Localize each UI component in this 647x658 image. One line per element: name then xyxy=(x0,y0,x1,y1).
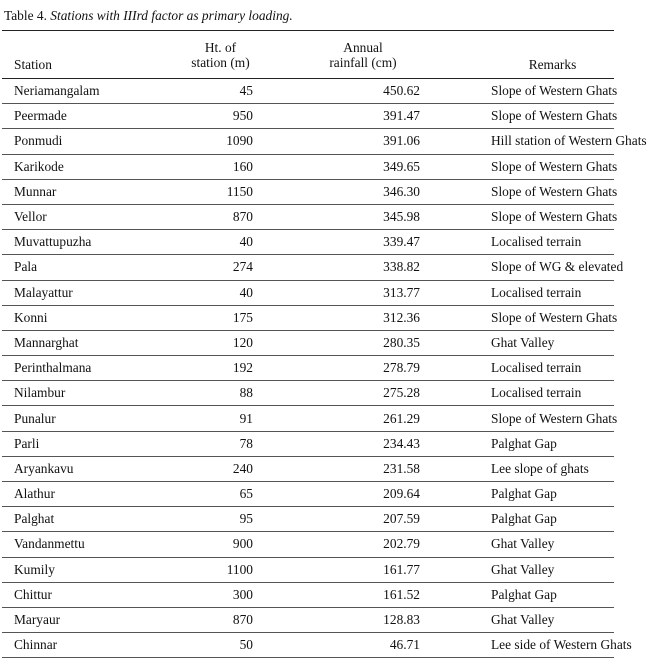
table-row xyxy=(2,255,614,280)
cell-station xyxy=(2,179,168,204)
cell-station-text: Peermade xyxy=(14,108,67,124)
cell-remarks-text: Slope of Western Ghats xyxy=(491,183,618,199)
cell-remarks-text: Ghat Valley xyxy=(491,612,555,628)
table-row xyxy=(2,406,614,431)
cell-height-text: 120 xyxy=(232,334,253,350)
cell-rainfall-text: 280.35 xyxy=(383,334,420,350)
cell-rainfall-text: 278.79 xyxy=(383,360,420,376)
cell-station-text: Palghat xyxy=(14,511,55,527)
cell-rainfall xyxy=(253,255,433,280)
cell-rainfall xyxy=(253,456,433,481)
cell-station-text: Munnar xyxy=(14,183,57,199)
cell-station-text: Maryaur xyxy=(14,612,61,628)
stations-table xyxy=(2,30,647,658)
cell-height xyxy=(168,255,253,280)
header-height-line1: Ht. of xyxy=(204,39,237,55)
cell-station xyxy=(2,230,168,255)
cell-rainfall-text: 338.82 xyxy=(383,259,420,275)
table-row xyxy=(2,356,614,381)
cell-remarks-text: Localised terrain xyxy=(491,234,582,250)
cell-remarks-text: Ghat Valley xyxy=(491,561,555,577)
cell-rainfall xyxy=(253,406,433,431)
cell-rainfall-text: 339.47 xyxy=(383,234,420,250)
cell-height xyxy=(168,330,253,355)
cell-rainfall xyxy=(253,330,433,355)
cell-rainfall-text: 391.47 xyxy=(383,108,420,124)
cell-spacer xyxy=(433,179,491,204)
cell-height-text: 91 xyxy=(239,410,253,426)
cell-remarks xyxy=(491,356,614,381)
cell-spacer xyxy=(433,633,491,658)
cell-remarks xyxy=(491,129,647,154)
cell-station-text: Alathur xyxy=(14,486,55,502)
cell-station xyxy=(2,356,168,381)
cell-station-text: Nilambur xyxy=(14,385,66,401)
cell-rainfall xyxy=(253,305,433,330)
cell-station xyxy=(2,633,168,658)
cell-spacer xyxy=(433,204,491,229)
cell-height-text: 40 xyxy=(239,284,253,300)
table-row xyxy=(2,431,614,456)
cell-remarks-text: Slope of Western Ghats xyxy=(491,309,618,325)
cell-rainfall xyxy=(253,381,433,406)
cell-height xyxy=(168,179,253,204)
cell-rainfall xyxy=(253,532,433,557)
cell-height xyxy=(168,154,253,179)
cell-height xyxy=(168,582,253,607)
cell-remarks-text: Palghat Gap xyxy=(491,435,557,451)
cell-remarks xyxy=(491,557,614,582)
cell-spacer xyxy=(433,129,491,154)
cell-remarks xyxy=(491,179,618,204)
cell-station xyxy=(2,129,168,154)
cell-station-text: Malayattur xyxy=(14,284,73,300)
cell-remarks xyxy=(491,381,614,406)
cell-station xyxy=(2,507,168,532)
table-row xyxy=(2,204,614,229)
table-row xyxy=(2,104,614,129)
cell-remarks-text: Hill station of Western Ghats xyxy=(491,133,647,149)
cell-height-text: 1150 xyxy=(226,183,253,199)
cell-remarks xyxy=(491,406,618,431)
table-row xyxy=(2,607,614,632)
cell-rainfall-text: 231.58 xyxy=(383,460,420,476)
cell-height-text: 192 xyxy=(232,360,253,376)
cell-station-text: Mannarghat xyxy=(14,334,79,350)
table-row xyxy=(2,330,614,355)
cell-spacer xyxy=(433,456,491,481)
cell-station-text: Konni xyxy=(14,309,48,325)
cell-remarks-text: Localised terrain xyxy=(491,360,582,376)
cell-station xyxy=(2,305,168,330)
cell-remarks xyxy=(491,633,632,658)
cell-height xyxy=(168,532,253,557)
cell-station-text: Muvattupuzha xyxy=(14,234,92,250)
cell-rainfall-text: 450.62 xyxy=(383,83,420,99)
cell-spacer xyxy=(433,431,491,456)
cell-height-text: 95 xyxy=(239,511,253,527)
cell-rainfall xyxy=(253,204,433,229)
cell-height-text: 40 xyxy=(239,234,253,250)
cell-remarks xyxy=(491,204,618,229)
cell-height-text: 88 xyxy=(239,385,253,401)
cell-rainfall-text: 312.36 xyxy=(383,309,420,325)
cell-spacer xyxy=(433,230,491,255)
table-row xyxy=(2,79,614,104)
table-body xyxy=(2,79,647,658)
cell-spacer xyxy=(433,356,491,381)
cell-spacer xyxy=(433,280,491,305)
cell-remarks xyxy=(491,532,614,557)
cell-height xyxy=(168,507,253,532)
cell-rainfall xyxy=(253,129,433,154)
cell-height xyxy=(168,129,253,154)
cell-station-text: Aryankavu xyxy=(14,460,74,476)
cell-rainfall xyxy=(253,507,433,532)
cell-spacer xyxy=(433,104,491,129)
cell-remarks xyxy=(491,230,614,255)
cell-rainfall-text: 161.77 xyxy=(383,561,420,577)
cell-rainfall xyxy=(253,154,433,179)
cell-rainfall-text: 207.59 xyxy=(383,511,420,527)
cell-remarks-text: Palghat Gap xyxy=(491,586,557,602)
table-row xyxy=(2,381,614,406)
cell-station-text: Chittur xyxy=(14,586,52,602)
header-remarks xyxy=(491,31,614,79)
cell-remarks-text: Slope of Western Ghats xyxy=(491,209,618,225)
cell-remarks-text: Slope of Western Ghats xyxy=(491,83,618,99)
cell-height-text: 274 xyxy=(232,259,253,275)
table-caption-label: Table 4. xyxy=(4,8,47,23)
header-spacer xyxy=(433,31,491,79)
cell-remarks xyxy=(491,607,614,632)
cell-rainfall-text: 391.06 xyxy=(383,133,420,149)
cell-rainfall-text: 275.28 xyxy=(383,385,420,401)
cell-station xyxy=(2,330,168,355)
cell-height xyxy=(168,381,253,406)
cell-remarks-text: Localised terrain xyxy=(491,284,582,300)
cell-height-text: 1090 xyxy=(226,133,253,149)
table-row xyxy=(2,179,614,204)
cell-remarks xyxy=(491,507,614,532)
header-rainfall-line1: Annual xyxy=(343,39,383,55)
cell-station xyxy=(2,582,168,607)
cell-rainfall xyxy=(253,557,433,582)
cell-rainfall-text: 349.65 xyxy=(383,158,420,174)
cell-remarks-text: Lee side of Western Ghats xyxy=(491,637,632,653)
cell-rainfall-text: 234.43 xyxy=(383,435,420,451)
table-row xyxy=(2,482,614,507)
cell-remarks xyxy=(491,482,614,507)
cell-height xyxy=(168,482,253,507)
cell-rainfall xyxy=(253,179,433,204)
table-caption xyxy=(4,8,293,24)
header-rainfall-line2: rainfall (cm) xyxy=(329,54,397,70)
cell-height-text: 240 xyxy=(232,460,253,476)
header-station xyxy=(2,31,168,79)
cell-rainfall xyxy=(253,582,433,607)
cell-rainfall xyxy=(253,633,433,658)
cell-height-text: 950 xyxy=(232,108,253,124)
cell-rainfall-text: 313.77 xyxy=(383,284,420,300)
cell-remarks-text: Lee slope of ghats xyxy=(491,460,589,476)
cell-height xyxy=(168,280,253,305)
cell-spacer xyxy=(433,305,491,330)
cell-rainfall xyxy=(253,104,433,129)
cell-spacer xyxy=(433,532,491,557)
cell-station-text: Punalur xyxy=(14,410,56,426)
table-row xyxy=(2,582,614,607)
cell-rainfall xyxy=(253,230,433,255)
cell-station xyxy=(2,406,168,431)
cell-station xyxy=(2,104,168,129)
cell-remarks-text: Localised terrain xyxy=(491,385,582,401)
cell-remarks xyxy=(491,330,614,355)
cell-station xyxy=(2,456,168,481)
cell-remarks xyxy=(491,79,618,104)
cell-height xyxy=(168,356,253,381)
cell-height-text: 300 xyxy=(232,586,253,602)
cell-height xyxy=(168,431,253,456)
cell-station xyxy=(2,79,168,104)
cell-station xyxy=(2,482,168,507)
cell-spacer xyxy=(433,507,491,532)
cell-spacer xyxy=(433,607,491,632)
cell-remarks xyxy=(491,154,618,179)
header-height-line2: station (m) xyxy=(191,54,250,70)
cell-rainfall xyxy=(253,482,433,507)
cell-station-text: Vellor xyxy=(14,209,47,225)
cell-rainfall xyxy=(253,280,433,305)
cell-station xyxy=(2,532,168,557)
cell-height-text: 870 xyxy=(232,612,253,628)
cell-rainfall-text: 346.30 xyxy=(383,183,420,199)
cell-height-text: 78 xyxy=(239,435,253,451)
cell-remarks xyxy=(491,104,618,129)
header-row xyxy=(2,31,614,79)
cell-height xyxy=(168,406,253,431)
cell-remarks xyxy=(491,431,614,456)
header-remarks-label: Remarks xyxy=(528,57,577,72)
cell-spacer xyxy=(433,406,491,431)
cell-spacer xyxy=(433,330,491,355)
table-row xyxy=(2,456,614,481)
cell-station-text: Perinthalmana xyxy=(14,360,92,376)
cell-spacer xyxy=(433,557,491,582)
cell-station-text: Karikode xyxy=(14,158,64,174)
cell-rainfall xyxy=(253,431,433,456)
cell-height xyxy=(168,557,253,582)
cell-station xyxy=(2,557,168,582)
cell-remarks-text: Slope of WG & elevated xyxy=(491,259,624,275)
table-row xyxy=(2,633,614,658)
header-station-label: Station xyxy=(14,57,52,72)
table-row xyxy=(2,129,614,154)
cell-remarks-text: Ghat Valley xyxy=(491,536,555,552)
cell-rainfall-text: 345.98 xyxy=(383,209,420,225)
cell-remarks xyxy=(491,255,624,280)
cell-height xyxy=(168,204,253,229)
cell-height xyxy=(168,104,253,129)
table-row xyxy=(2,154,614,179)
cell-spacer xyxy=(433,381,491,406)
cell-station xyxy=(2,204,168,229)
cell-rainfall-text: 128.83 xyxy=(383,612,420,628)
cell-height-text: 900 xyxy=(232,536,253,552)
table-header xyxy=(2,31,614,79)
cell-station xyxy=(2,607,168,632)
cell-height xyxy=(168,230,253,255)
table-row xyxy=(2,507,614,532)
cell-remarks-text: Palghat Gap xyxy=(491,511,557,527)
cell-spacer xyxy=(433,79,491,104)
cell-rainfall-text: 261.29 xyxy=(383,410,420,426)
cell-spacer xyxy=(433,482,491,507)
cell-station-text: Ponmudi xyxy=(14,133,63,149)
header-rainfall xyxy=(253,31,433,79)
table-row xyxy=(2,557,614,582)
cell-height-text: 1100 xyxy=(226,561,253,577)
cell-remarks-text: Slope of Western Ghats xyxy=(491,158,618,174)
cell-rainfall xyxy=(253,79,433,104)
cell-height xyxy=(168,607,253,632)
cell-station-text: Pala xyxy=(14,259,38,275)
cell-height xyxy=(168,633,253,658)
cell-height xyxy=(168,456,253,481)
cell-height-text: 65 xyxy=(239,486,253,502)
cell-remarks xyxy=(491,456,614,481)
cell-rainfall-text: 161.52 xyxy=(383,586,420,602)
cell-spacer xyxy=(433,255,491,280)
cell-height-text: 870 xyxy=(232,209,253,225)
cell-remarks-text: Slope of Western Ghats xyxy=(491,108,618,124)
cell-rainfall-text: 209.64 xyxy=(383,486,420,502)
cell-station xyxy=(2,255,168,280)
cell-remarks xyxy=(491,582,614,607)
cell-rainfall-text: 202.79 xyxy=(383,536,420,552)
cell-height-text: 50 xyxy=(239,637,253,653)
cell-remarks xyxy=(491,280,614,305)
cell-height-text: 45 xyxy=(239,83,253,99)
table-row xyxy=(2,305,614,330)
header-height xyxy=(168,31,253,79)
cell-height-text: 160 xyxy=(232,158,253,174)
cell-remarks-text: Ghat Valley xyxy=(491,334,555,350)
cell-spacer xyxy=(433,154,491,179)
table-caption-text: Stations with IIIrd factor as primary loading. xyxy=(50,8,293,23)
cell-rainfall-text: 46.71 xyxy=(389,637,420,653)
cell-station xyxy=(2,280,168,305)
cell-remarks xyxy=(491,305,618,330)
cell-station-text: Neriamangalam xyxy=(14,83,100,99)
cell-station-text: Vandanmettu xyxy=(14,536,85,552)
cell-spacer xyxy=(433,582,491,607)
cell-height xyxy=(168,305,253,330)
cell-station xyxy=(2,154,168,179)
cell-station-text: Kumily xyxy=(14,561,55,577)
table-row xyxy=(2,532,614,557)
cell-rainfall xyxy=(253,607,433,632)
cell-rainfall xyxy=(253,356,433,381)
cell-station-text: Parli xyxy=(14,435,40,451)
cell-height xyxy=(168,79,253,104)
table-row xyxy=(2,230,614,255)
cell-station xyxy=(2,431,168,456)
cell-remarks-text: Palghat Gap xyxy=(491,486,557,502)
cell-height-text: 175 xyxy=(232,309,253,325)
cell-station xyxy=(2,381,168,406)
cell-remarks-text: Slope of Western Ghats xyxy=(491,410,618,426)
cell-station-text: Chinnar xyxy=(14,637,58,653)
table-row xyxy=(2,280,614,305)
